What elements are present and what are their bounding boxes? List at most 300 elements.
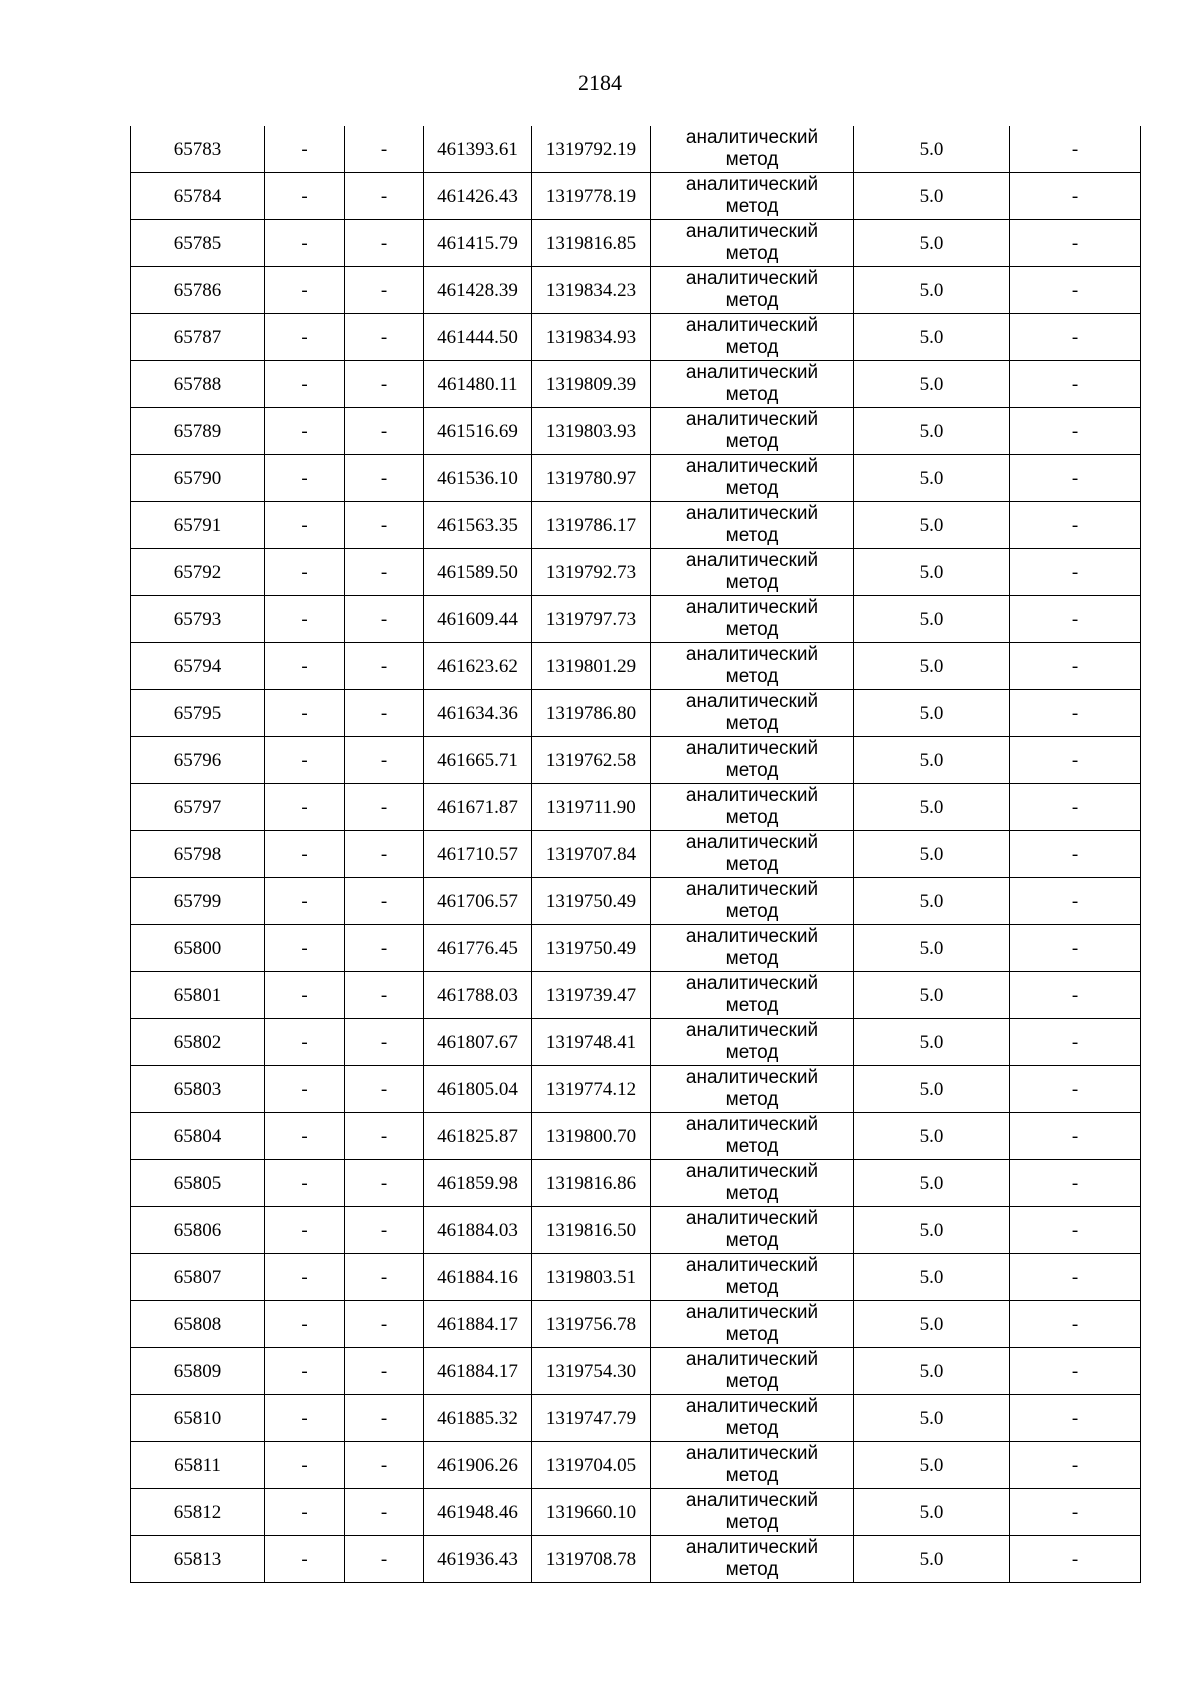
method-line-2: метод — [725, 243, 779, 264]
dash-cell-col8: - — [1010, 314, 1141, 361]
y-coordinate-cell: 1319792.19 — [532, 126, 651, 173]
table-row — [131, 1066, 1141, 1113]
method-line-2: метод — [725, 478, 779, 499]
table-row — [131, 972, 1141, 1019]
dash-cell-col2: - — [265, 1348, 345, 1395]
dash-cell-col8: - — [1010, 455, 1141, 502]
dash-cell-col3: - — [345, 361, 424, 408]
y-coordinate-cell: 1319803.51 — [532, 1254, 651, 1301]
point-number-cell: 65795 — [131, 690, 265, 737]
y-coordinate-cell: 1319756.78 — [532, 1301, 651, 1348]
accuracy-value-cell: 5.0 — [854, 1536, 1010, 1583]
table-row — [131, 267, 1141, 314]
dash-cell-col8: - — [1010, 1254, 1141, 1301]
dash-cell-col8: - — [1010, 1536, 1141, 1583]
y-coordinate-cell: 1319711.90 — [532, 784, 651, 831]
method-cell — [651, 1348, 854, 1395]
table-row — [131, 455, 1141, 502]
x-coordinate-cell: 461859.98 — [424, 1160, 532, 1207]
x-coordinate-cell: 461516.69 — [424, 408, 532, 455]
dash-cell-col3: - — [345, 408, 424, 455]
method-cell — [651, 455, 854, 502]
y-coordinate-cell: 1319708.78 — [532, 1536, 651, 1583]
dash-cell-col2: - — [265, 643, 345, 690]
method-line-1: аналитический — [685, 1537, 819, 1558]
x-coordinate-cell: 461706.57 — [424, 878, 532, 925]
accuracy-value-cell: 5.0 — [854, 1254, 1010, 1301]
dash-cell-col3: - — [345, 1536, 424, 1583]
dash-cell-col2: - — [265, 925, 345, 972]
method-line-2: метод — [725, 572, 779, 593]
point-number-cell: 65810 — [131, 1395, 265, 1442]
method-line-1: аналитический — [685, 1490, 819, 1511]
method-line-2: метод — [725, 149, 779, 170]
method-cell — [651, 549, 854, 596]
x-coordinate-cell: 461825.87 — [424, 1113, 532, 1160]
method-cell — [651, 925, 854, 972]
method-line-1: аналитический — [685, 1302, 819, 1323]
table-row — [131, 1442, 1141, 1489]
dash-cell-col8: - — [1010, 220, 1141, 267]
method-line-1: аналитический — [685, 1067, 819, 1088]
point-number-cell: 65808 — [131, 1301, 265, 1348]
x-coordinate-cell: 461536.10 — [424, 455, 532, 502]
dash-cell-col3: - — [345, 502, 424, 549]
dash-cell-col8: - — [1010, 831, 1141, 878]
table-row — [131, 1254, 1141, 1301]
accuracy-value-cell: 5.0 — [854, 1160, 1010, 1207]
method-cell — [651, 784, 854, 831]
dash-cell-col3: - — [345, 1207, 424, 1254]
table-row — [131, 831, 1141, 878]
method-cell — [651, 1019, 854, 1066]
point-number-cell: 65803 — [131, 1066, 265, 1113]
dash-cell-col3: - — [345, 737, 424, 784]
dash-cell-col3: - — [345, 1113, 424, 1160]
dash-cell-col8: - — [1010, 1395, 1141, 1442]
method-line-1: аналитический — [685, 785, 819, 806]
dash-cell-col8: - — [1010, 1019, 1141, 1066]
accuracy-value-cell: 5.0 — [854, 1442, 1010, 1489]
y-coordinate-cell: 1319801.29 — [532, 643, 651, 690]
method-line-2: метод — [725, 995, 779, 1016]
method-line-2: метод — [725, 1559, 779, 1580]
x-coordinate-cell: 461623.62 — [424, 643, 532, 690]
y-coordinate-cell: 1319834.93 — [532, 314, 651, 361]
accuracy-value-cell: 5.0 — [854, 972, 1010, 1019]
method-line-1: аналитический — [685, 879, 819, 900]
method-line-1: аналитический — [685, 503, 819, 524]
y-coordinate-cell: 1319816.50 — [532, 1207, 651, 1254]
dash-cell-col8: - — [1010, 1442, 1141, 1489]
dash-cell-col2: - — [265, 1301, 345, 1348]
method-line-1: аналитический — [685, 644, 819, 665]
method-line-1: аналитический — [685, 832, 819, 853]
method-line-2: метод — [725, 384, 779, 405]
dash-cell-col2: - — [265, 1536, 345, 1583]
method-line-2: метод — [725, 854, 779, 875]
point-number-cell: 65797 — [131, 784, 265, 831]
point-number-cell: 65787 — [131, 314, 265, 361]
accuracy-value-cell: 5.0 — [854, 502, 1010, 549]
accuracy-value-cell: 5.0 — [854, 126, 1010, 173]
point-number-cell: 65788 — [131, 361, 265, 408]
dash-cell-col3: - — [345, 126, 424, 173]
accuracy-value-cell: 5.0 — [854, 1207, 1010, 1254]
dash-cell-col8: - — [1010, 1066, 1141, 1113]
method-line-2: метод — [725, 901, 779, 922]
method-cell — [651, 361, 854, 408]
table-row — [131, 643, 1141, 690]
accuracy-value-cell: 5.0 — [854, 267, 1010, 314]
dash-cell-col8: - — [1010, 878, 1141, 925]
y-coordinate-cell: 1319750.49 — [532, 925, 651, 972]
method-cell — [651, 1207, 854, 1254]
point-number-cell: 65812 — [131, 1489, 265, 1536]
table-row — [131, 549, 1141, 596]
table-body — [131, 126, 1141, 1583]
method-line-1: аналитический — [685, 1349, 819, 1370]
method-line-2: метод — [725, 431, 779, 452]
y-coordinate-cell: 1319739.47 — [532, 972, 651, 1019]
method-cell — [651, 1489, 854, 1536]
method-line-1: аналитический — [685, 456, 819, 477]
dash-cell-col3: - — [345, 878, 424, 925]
point-number-cell: 65789 — [131, 408, 265, 455]
accuracy-value-cell: 5.0 — [854, 784, 1010, 831]
method-cell — [651, 1254, 854, 1301]
method-line-1: аналитический — [685, 174, 819, 195]
accuracy-value-cell: 5.0 — [854, 361, 1010, 408]
dash-cell-col8: - — [1010, 408, 1141, 455]
method-line-1: аналитический — [685, 738, 819, 759]
table-row — [131, 502, 1141, 549]
method-cell — [651, 1395, 854, 1442]
method-line-1: аналитический — [685, 597, 819, 618]
dash-cell-col8: - — [1010, 549, 1141, 596]
point-number-cell: 65802 — [131, 1019, 265, 1066]
accuracy-value-cell: 5.0 — [854, 1019, 1010, 1066]
dash-cell-col2: - — [265, 1066, 345, 1113]
y-coordinate-cell: 1319834.23 — [532, 267, 651, 314]
y-coordinate-cell: 1319786.17 — [532, 502, 651, 549]
method-line-1: аналитический — [685, 409, 819, 430]
method-line-1: аналитический — [685, 221, 819, 242]
point-number-cell: 65796 — [131, 737, 265, 784]
table-row — [131, 314, 1141, 361]
dash-cell-col8: - — [1010, 126, 1141, 173]
x-coordinate-cell: 461906.26 — [424, 1442, 532, 1489]
table-row — [131, 220, 1141, 267]
y-coordinate-cell: 1319748.41 — [532, 1019, 651, 1066]
method-cell — [651, 173, 854, 220]
x-coordinate-cell: 461444.50 — [424, 314, 532, 361]
method-line-2: метод — [725, 337, 779, 358]
dash-cell-col8: - — [1010, 267, 1141, 314]
y-coordinate-cell: 1319762.58 — [532, 737, 651, 784]
table-row — [131, 408, 1141, 455]
x-coordinate-cell: 461884.17 — [424, 1301, 532, 1348]
point-number-cell: 65809 — [131, 1348, 265, 1395]
point-number-cell: 65785 — [131, 220, 265, 267]
dash-cell-col8: - — [1010, 502, 1141, 549]
dash-cell-col2: - — [265, 784, 345, 831]
y-coordinate-cell: 1319800.70 — [532, 1113, 651, 1160]
y-coordinate-cell: 1319797.73 — [532, 596, 651, 643]
dash-cell-col2: - — [265, 1395, 345, 1442]
method-cell — [651, 1113, 854, 1160]
y-coordinate-cell: 1319774.12 — [532, 1066, 651, 1113]
x-coordinate-cell: 461415.79 — [424, 220, 532, 267]
table-row — [131, 1113, 1141, 1160]
x-coordinate-cell: 461671.87 — [424, 784, 532, 831]
table-row — [131, 690, 1141, 737]
accuracy-value-cell: 5.0 — [854, 408, 1010, 455]
y-coordinate-cell: 1319809.39 — [532, 361, 651, 408]
y-coordinate-cell: 1319778.19 — [532, 173, 651, 220]
table-row — [131, 361, 1141, 408]
accuracy-value-cell: 5.0 — [854, 878, 1010, 925]
method-line-1: аналитический — [685, 973, 819, 994]
table-row — [131, 173, 1141, 220]
accuracy-value-cell: 5.0 — [854, 1489, 1010, 1536]
dash-cell-col3: - — [345, 972, 424, 1019]
dash-cell-col2: - — [265, 690, 345, 737]
method-line-2: метод — [725, 290, 779, 311]
dash-cell-col8: - — [1010, 737, 1141, 784]
method-cell — [651, 1160, 854, 1207]
point-number-cell: 65791 — [131, 502, 265, 549]
dash-cell-col2: - — [265, 1207, 345, 1254]
point-number-cell: 65804 — [131, 1113, 265, 1160]
method-cell — [651, 502, 854, 549]
x-coordinate-cell: 461884.17 — [424, 1348, 532, 1395]
dash-cell-col2: - — [265, 314, 345, 361]
y-coordinate-cell: 1319660.10 — [532, 1489, 651, 1536]
dash-cell-col8: - — [1010, 643, 1141, 690]
x-coordinate-cell: 461936.43 — [424, 1536, 532, 1583]
y-coordinate-cell: 1319747.79 — [532, 1395, 651, 1442]
point-number-cell: 65811 — [131, 1442, 265, 1489]
point-number-cell: 65813 — [131, 1536, 265, 1583]
method-line-2: метод — [725, 807, 779, 828]
x-coordinate-cell: 461480.11 — [424, 361, 532, 408]
accuracy-value-cell: 5.0 — [854, 220, 1010, 267]
accuracy-value-cell: 5.0 — [854, 596, 1010, 643]
dash-cell-col2: - — [265, 972, 345, 1019]
dash-cell-col8: - — [1010, 784, 1141, 831]
dash-cell-col3: - — [345, 1348, 424, 1395]
table-row — [131, 126, 1141, 173]
page-number: 2184 — [578, 70, 622, 95]
dash-cell-col3: - — [345, 925, 424, 972]
dash-cell-col8: - — [1010, 1301, 1141, 1348]
dash-cell-col2: - — [265, 455, 345, 502]
dash-cell-col2: - — [265, 878, 345, 925]
dash-cell-col3: - — [345, 784, 424, 831]
method-line-2: метод — [725, 196, 779, 217]
dash-cell-col2: - — [265, 408, 345, 455]
x-coordinate-cell: 461710.57 — [424, 831, 532, 878]
method-cell — [651, 408, 854, 455]
method-line-1: аналитический — [685, 1208, 819, 1229]
dash-cell-col8: - — [1010, 1489, 1141, 1536]
method-line-1: аналитический — [685, 268, 819, 289]
table-row — [131, 1395, 1141, 1442]
accuracy-value-cell: 5.0 — [854, 690, 1010, 737]
table-row — [131, 596, 1141, 643]
dash-cell-col3: - — [345, 643, 424, 690]
dash-cell-col8: - — [1010, 361, 1141, 408]
x-coordinate-cell: 461634.36 — [424, 690, 532, 737]
table-row — [131, 1348, 1141, 1395]
y-coordinate-cell: 1319707.84 — [532, 831, 651, 878]
table-row — [131, 1489, 1141, 1536]
y-coordinate-cell: 1319750.49 — [532, 878, 651, 925]
method-line-1: аналитический — [685, 1020, 819, 1041]
x-coordinate-cell: 461884.03 — [424, 1207, 532, 1254]
method-cell — [651, 831, 854, 878]
method-line-1: аналитический — [685, 550, 819, 571]
table-row — [131, 925, 1141, 972]
dash-cell-col2: - — [265, 596, 345, 643]
dash-cell-col3: - — [345, 831, 424, 878]
dash-cell-col3: - — [345, 1254, 424, 1301]
dash-cell-col2: - — [265, 361, 345, 408]
method-cell — [651, 1301, 854, 1348]
method-cell — [651, 126, 854, 173]
dash-cell-col3: - — [345, 1301, 424, 1348]
dash-cell-col2: - — [265, 1019, 345, 1066]
dash-cell-col8: - — [1010, 925, 1141, 972]
method-line-1: аналитический — [685, 1114, 819, 1135]
accuracy-value-cell: 5.0 — [854, 643, 1010, 690]
y-coordinate-cell: 1319786.80 — [532, 690, 651, 737]
dash-cell-col2: - — [265, 502, 345, 549]
x-coordinate-cell: 461807.67 — [424, 1019, 532, 1066]
table-row — [131, 1019, 1141, 1066]
method-line-2: метод — [725, 1183, 779, 1204]
dash-cell-col2: - — [265, 1489, 345, 1536]
method-cell — [651, 643, 854, 690]
dash-cell-col3: - — [345, 1489, 424, 1536]
method-cell — [651, 737, 854, 784]
dash-cell-col3: - — [345, 455, 424, 502]
dash-cell-col2: - — [265, 831, 345, 878]
point-number-cell: 65801 — [131, 972, 265, 1019]
method-cell — [651, 314, 854, 361]
method-line-2: метод — [725, 1418, 779, 1439]
dash-cell-col2: - — [265, 1113, 345, 1160]
x-coordinate-cell: 461948.46 — [424, 1489, 532, 1536]
dash-cell-col3: - — [345, 1160, 424, 1207]
method-line-2: метод — [725, 713, 779, 734]
coordinates-table — [130, 126, 1141, 1583]
dash-cell-col8: - — [1010, 1207, 1141, 1254]
dash-cell-col3: - — [345, 267, 424, 314]
x-coordinate-cell: 461589.50 — [424, 549, 532, 596]
method-line-1: аналитический — [685, 1396, 819, 1417]
method-line-1: аналитический — [685, 127, 819, 148]
point-number-cell: 65805 — [131, 1160, 265, 1207]
dash-cell-col3: - — [345, 1019, 424, 1066]
x-coordinate-cell: 461884.16 — [424, 1254, 532, 1301]
method-cell — [651, 220, 854, 267]
method-cell — [651, 1442, 854, 1489]
dash-cell-col3: - — [345, 690, 424, 737]
method-line-2: метод — [725, 948, 779, 969]
accuracy-value-cell: 5.0 — [854, 925, 1010, 972]
dash-cell-col8: - — [1010, 690, 1141, 737]
accuracy-value-cell: 5.0 — [854, 549, 1010, 596]
point-number-cell: 65800 — [131, 925, 265, 972]
point-number-cell: 65793 — [131, 596, 265, 643]
method-line-1: аналитический — [685, 362, 819, 383]
dash-cell-col3: - — [345, 596, 424, 643]
method-cell — [651, 690, 854, 737]
method-line-2: метод — [725, 1277, 779, 1298]
dash-cell-col3: - — [345, 549, 424, 596]
method-line-2: метод — [725, 525, 779, 546]
point-number-cell: 65799 — [131, 878, 265, 925]
method-cell — [651, 267, 854, 314]
method-line-1: аналитический — [685, 1161, 819, 1182]
x-coordinate-cell: 461426.43 — [424, 173, 532, 220]
x-coordinate-cell: 461428.39 — [424, 267, 532, 314]
dash-cell-col3: - — [345, 314, 424, 361]
method-line-2: метод — [725, 619, 779, 640]
dash-cell-col2: - — [265, 126, 345, 173]
method-line-2: метод — [725, 1512, 779, 1533]
accuracy-value-cell: 5.0 — [854, 1066, 1010, 1113]
point-number-cell: 65783 — [131, 126, 265, 173]
y-coordinate-cell: 1319754.30 — [532, 1348, 651, 1395]
y-coordinate-cell: 1319803.93 — [532, 408, 651, 455]
dash-cell-col2: - — [265, 1254, 345, 1301]
accuracy-value-cell: 5.0 — [854, 455, 1010, 502]
table-row — [131, 1207, 1141, 1254]
method-cell — [651, 596, 854, 643]
dash-cell-col8: - — [1010, 173, 1141, 220]
method-line-2: метод — [725, 1371, 779, 1392]
method-cell — [651, 878, 854, 925]
dash-cell-col3: - — [345, 173, 424, 220]
dash-cell-col8: - — [1010, 1348, 1141, 1395]
method-line-1: аналитический — [685, 691, 819, 712]
method-line-2: метод — [725, 1089, 779, 1110]
accuracy-value-cell: 5.0 — [854, 314, 1010, 361]
dash-cell-col2: - — [265, 737, 345, 784]
x-coordinate-cell: 461776.45 — [424, 925, 532, 972]
method-cell — [651, 972, 854, 1019]
method-line-2: метод — [725, 1042, 779, 1063]
accuracy-value-cell: 5.0 — [854, 1301, 1010, 1348]
accuracy-value-cell: 5.0 — [854, 1348, 1010, 1395]
x-coordinate-cell: 461805.04 — [424, 1066, 532, 1113]
x-coordinate-cell: 461563.35 — [424, 502, 532, 549]
x-coordinate-cell: 461609.44 — [424, 596, 532, 643]
y-coordinate-cell: 1319816.86 — [532, 1160, 651, 1207]
method-line-2: метод — [725, 666, 779, 687]
method-line-2: метод — [725, 1230, 779, 1251]
dash-cell-col2: - — [265, 1442, 345, 1489]
method-line-1: аналитический — [685, 926, 819, 947]
point-number-cell: 65792 — [131, 549, 265, 596]
accuracy-value-cell: 5.0 — [854, 1113, 1010, 1160]
accuracy-value-cell: 5.0 — [854, 173, 1010, 220]
dash-cell-col3: - — [345, 1066, 424, 1113]
accuracy-value-cell: 5.0 — [854, 831, 1010, 878]
